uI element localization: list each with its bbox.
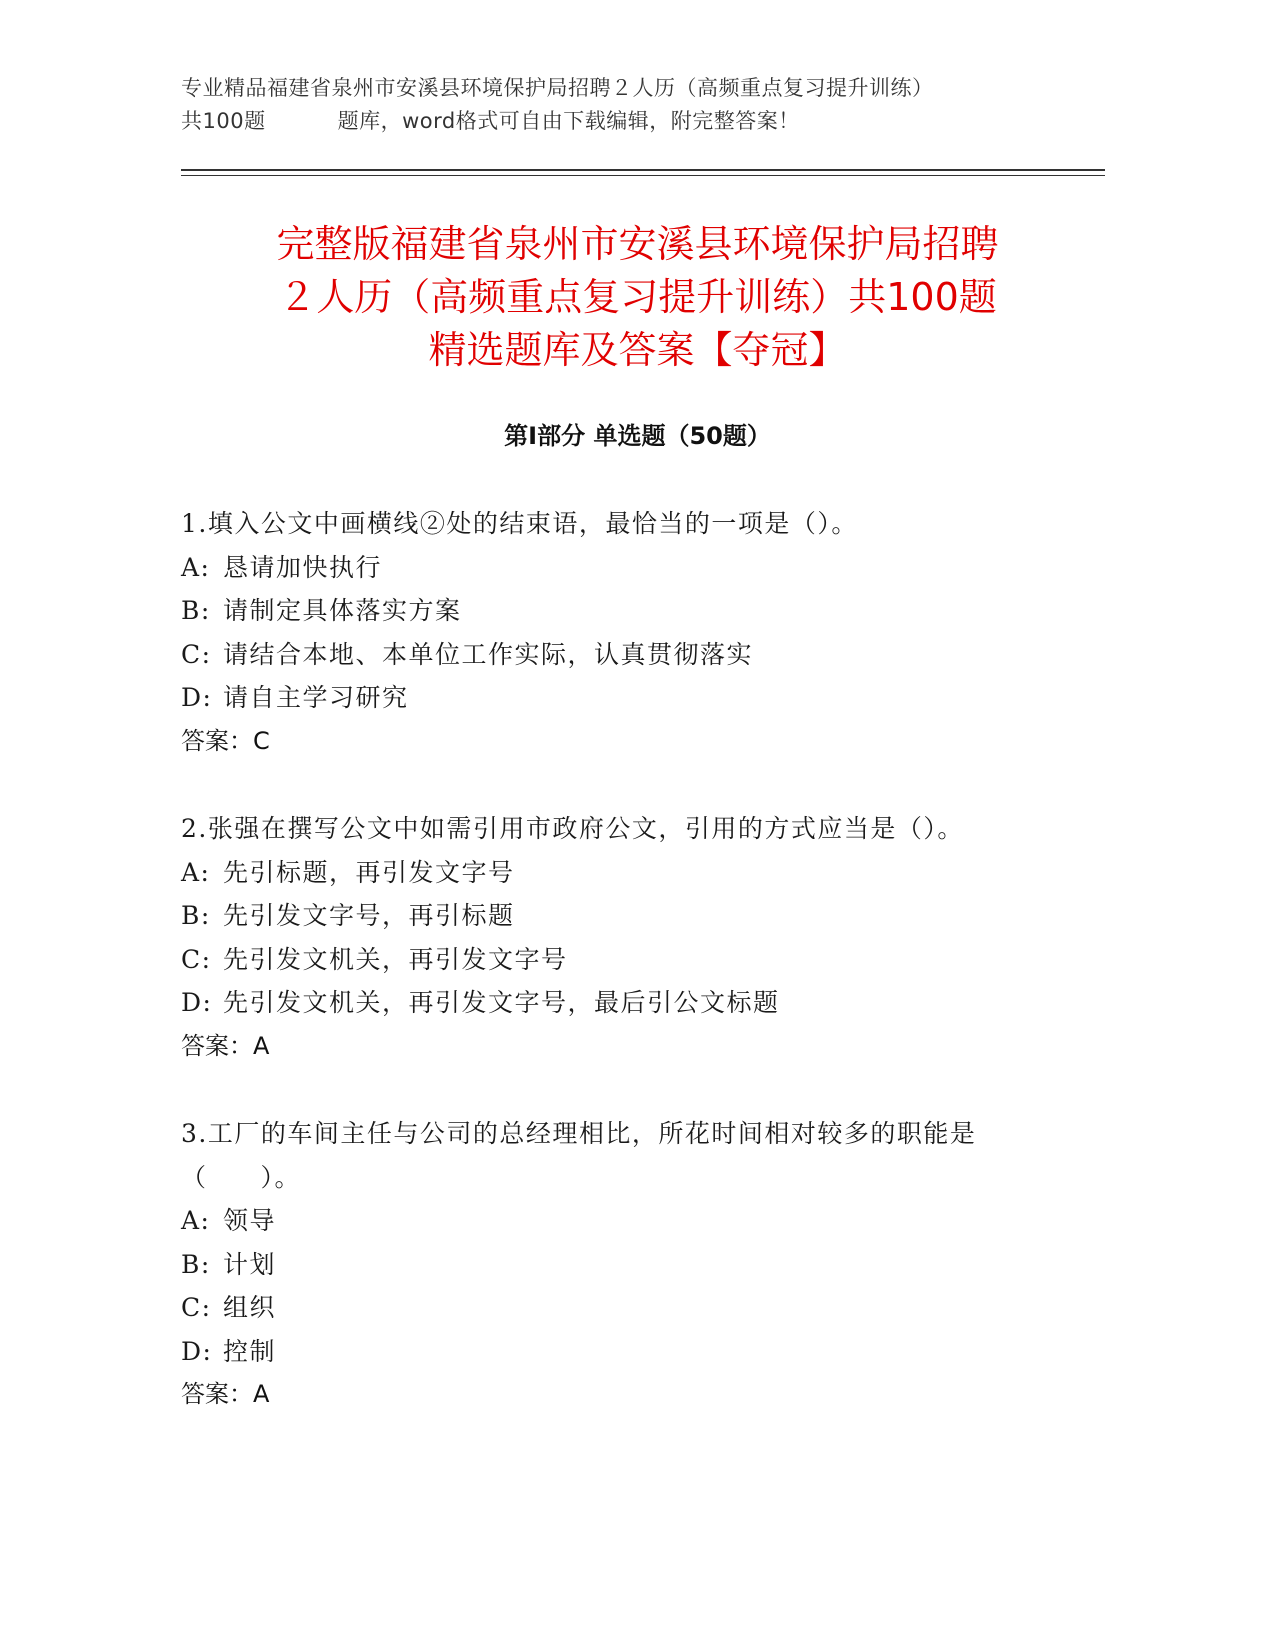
question-list: [181, 502, 1061, 1461]
header-line-1: 专业精品福建省泉州市安溪县环境保护局招聘２人历（高频重点复习提升训练）: [181, 76, 934, 100]
option-letter: C:: [181, 1293, 212, 1322]
option-text: 先引发文字号，再引标题: [223, 901, 515, 930]
option-c: [181, 633, 1061, 677]
header-line-2-part-a: 共100题: [181, 109, 266, 133]
question-answer: 答案：C: [181, 726, 270, 755]
option-text: 先引发文机关，再引发文字号: [223, 944, 568, 974]
question-1: [181, 502, 1061, 763]
option-c: [181, 1286, 1061, 1330]
question-2: [181, 807, 1061, 1068]
option-letter: C:: [181, 944, 212, 974]
header-line-2: [181, 105, 1061, 138]
option-letter: C:: [181, 639, 212, 669]
question-answer: 答案：A: [181, 1380, 270, 1408]
option-b: [181, 894, 1061, 938]
option-text: 先引发文机关，再引发文字号，最后引公文标题: [223, 988, 780, 1017]
option-text: 请自主学习研究: [223, 683, 409, 712]
option-letter: D:: [181, 1336, 213, 1366]
question-stem: 2.张强在撰写公文中如需引用市政府公文，引用的方式应当是（）。: [181, 814, 964, 843]
option-b: [181, 589, 1061, 633]
question-answer: 答案：A: [181, 1031, 270, 1060]
question-stem: 1.填入公文中画横线②处的结束语，最恰当的一项是（）。: [181, 509, 858, 538]
option-text: 先引标题，再引发文字号: [223, 857, 515, 887]
section-title: 第Ⅰ部分 单选题（50题）: [504, 422, 771, 450]
option-letter: D:: [181, 988, 213, 1017]
question-stem: 3.工厂的车间主任与公司的总经理相比，所花时间相对较多的职能是（ ）。: [181, 1119, 977, 1192]
option-text: 计划: [223, 1249, 277, 1279]
option-text: 请结合本地、本单位工作实际，认真贯彻落实: [223, 639, 754, 669]
document-header-note: [181, 72, 1061, 138]
question-3: [181, 1112, 1061, 1417]
option-c: [181, 938, 1061, 982]
option-a: [181, 851, 1061, 895]
option-d: [181, 1330, 1061, 1374]
header-line-2-part-b: 题库，word格式可自由下载编辑，附完整答案！: [337, 109, 800, 133]
document-title: [150, 218, 1125, 377]
option-text: 组织: [223, 1293, 277, 1322]
option-letter: B:: [181, 1249, 211, 1279]
option-letter: A:: [181, 857, 211, 887]
option-d: [181, 676, 1061, 720]
option-letter: B:: [181, 596, 211, 625]
header-divider-thick: [181, 169, 1105, 171]
title-line-3: 精选题库及答案【夺冠】: [428, 328, 847, 372]
option-letter: A:: [181, 1206, 211, 1235]
header-divider-thin: [181, 175, 1105, 176]
option-letter: A:: [181, 552, 211, 582]
option-text: 领导: [223, 1206, 277, 1235]
option-d: [181, 981, 1061, 1025]
option-text: 恳请加快执行: [223, 552, 383, 582]
option-letter: D:: [181, 683, 213, 712]
option-text: 控制: [223, 1336, 277, 1366]
title-line-1: 完整版福建省泉州市安溪县环境保护局招聘: [276, 222, 999, 266]
option-letter: B:: [181, 901, 211, 930]
title-line-2: ２人历（高频重点复习提升训练）共100题: [278, 275, 997, 319]
option-a: [181, 1199, 1061, 1243]
option-text: 请制定具体落实方案: [223, 596, 462, 625]
option-a: [181, 546, 1061, 590]
option-b: [181, 1243, 1061, 1287]
